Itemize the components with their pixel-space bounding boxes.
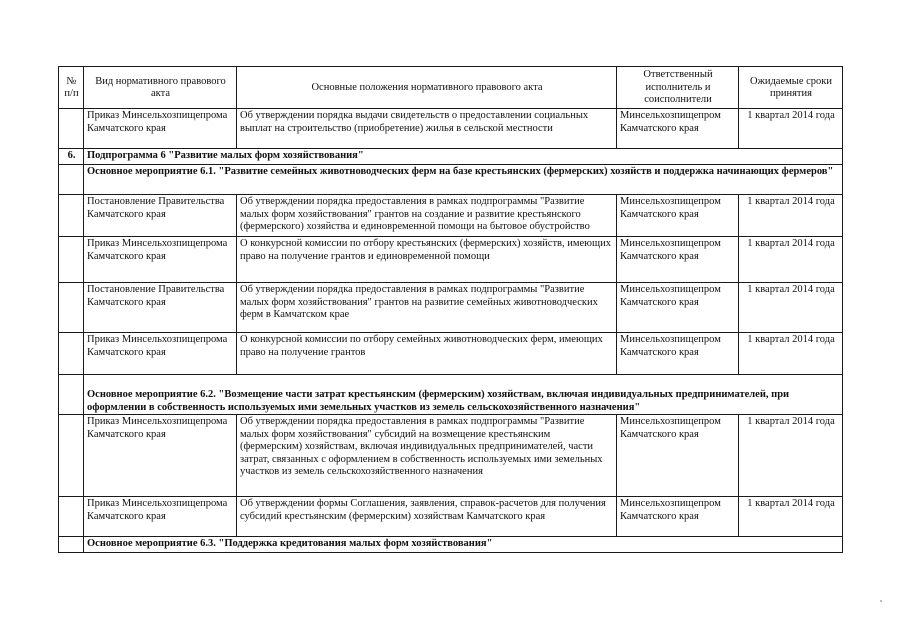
measure-row	[59, 375, 843, 415]
normative-acts-table	[58, 66, 843, 553]
row-deadline: 1 квартал 2014 года	[739, 195, 843, 237]
row-deadline: 1 квартал 2014 года	[739, 283, 843, 333]
row-deadline: 1 квартал 2014 года	[739, 415, 843, 497]
table-body	[59, 109, 843, 553]
row-responsible: Минсельхозпищепром Камчатского края	[617, 333, 739, 375]
row-act-type: Постановление Правительства Камчатского края	[84, 283, 237, 333]
document-table-wrapper	[58, 66, 842, 553]
row-num	[59, 333, 84, 375]
row-responsible: Минсельхозпищепром Камчатского края	[617, 415, 739, 497]
row-deadline: 1 квартал 2014 года	[739, 109, 843, 149]
table-row	[59, 497, 843, 537]
row-act-type: Постановление Правительства Камчатского края	[84, 195, 237, 237]
row-responsible: Минсельхозпищепром Камчатского края	[617, 237, 739, 283]
row-provisions: Об утверждении порядка предоставления в рамках подпрограммы "Развитие малых форм хозяйствования" грантов на развитие семейных животноводческих ферм в Камчатском крае	[237, 283, 617, 333]
row-responsible: Минсельхозпищепром Камчатского края	[617, 283, 739, 333]
row-act-type: Приказ Минсельхозпищепрома Камчатского края	[84, 109, 237, 149]
row-num	[59, 283, 84, 333]
measure-title: Основное мероприятие 6.3. "Поддержка кредитования малых форм хозяйствования"	[84, 537, 843, 553]
row-num: 6.	[59, 149, 84, 165]
row-deadline: 1 квартал 2014 года	[739, 333, 843, 375]
header-responsible: Ответственный исполнитель и соисполнители	[617, 67, 739, 109]
row-provisions: Об утверждении порядка предоставления в рамках подпрограммы "Развитие малых форм хозяйствования" субсидий на возмещение крестьянским (фермерским) хозяйствам, включая индивидуальных предпринимателей, части затрат, связанных с оформлением в собственность используемых ими земельных участков из земель сельскохозяйственного назначения	[237, 415, 617, 497]
measure-title: Основное мероприятие 6.2. "Возмещение части затрат крестьянским (фермерским) хозяйствам, включая индивидуальных предпринимателей, при оформлении в собственность используемых ими земельных участков из земель сельскохозяйственного назначения"	[84, 375, 843, 415]
row-num	[59, 375, 84, 415]
header-num: № п/п	[59, 67, 84, 109]
row-act-type: Приказ Минсельхозпищепрома Камчатского края	[84, 333, 237, 375]
row-deadline: 1 квартал 2014 года	[739, 497, 843, 537]
table-row	[59, 195, 843, 237]
row-responsible: Минсельхозпищепром Камчатского края	[617, 497, 739, 537]
table-header-row	[59, 67, 843, 109]
scan-speck	[880, 600, 882, 602]
row-deadline: 1 квартал 2014 года	[739, 237, 843, 283]
header-provisions: Основные положения нормативного правового акта	[237, 67, 617, 109]
row-provisions: Об утверждении порядка предоставления в рамках подпрограммы "Развитие малых форм хозяйствования" грантов на создание и развитие крестьянского (фермерского) хозяйства и единовременной помощи на бытовое обустройство	[237, 195, 617, 237]
row-num	[59, 537, 84, 553]
row-num	[59, 497, 84, 537]
row-act-type: Приказ Минсельхозпищепрома Камчатского края	[84, 237, 237, 283]
row-num	[59, 195, 84, 237]
table-row	[59, 415, 843, 497]
row-act-type: Приказ Минсельхозпищепрома Камчатского края	[84, 497, 237, 537]
row-num	[59, 237, 84, 283]
row-provisions: Об утверждении порядка выдачи свидетельств о предоставлении социальных выплат на строительство (приобретение) жилья в сельской местности	[237, 109, 617, 149]
row-provisions: О конкурсной комиссии по отбору семейных животноводческих ферм, имеющих право на получение грантов	[237, 333, 617, 375]
table-row	[59, 237, 843, 283]
subprogram-row	[59, 149, 843, 165]
row-act-type: Приказ Минсельхозпищепрома Камчатского края	[84, 415, 237, 497]
row-responsible: Минсельхозпищепром Камчатского края	[617, 195, 739, 237]
measure-title: Основное мероприятие 6.1. "Развитие семейных животноводческих ферм на базе крестьянских (фермерских) хозяйств и поддержка начинающих фермеров"	[84, 165, 843, 195]
row-num	[59, 415, 84, 497]
subprogram-title: Подпрограмма 6 "Развитие малых форм хозяйствования"	[84, 149, 843, 165]
table-row	[59, 333, 843, 375]
row-num	[59, 165, 84, 195]
row-provisions: Об утверждении формы Соглашения, заявления, справок-расчетов для получения субсидий крестьянским (фермерским) хозяйствам Камчатского края	[237, 497, 617, 537]
measure-row	[59, 165, 843, 195]
row-num	[59, 109, 84, 149]
header-act-type: Вид нормативного правового акта	[84, 67, 237, 109]
table-row	[59, 109, 843, 149]
measure-row	[59, 537, 843, 553]
table-row	[59, 283, 843, 333]
row-responsible: Минсельхозпищепром Камчатского края	[617, 109, 739, 149]
header-deadline: Ожидаемые сроки принятия	[739, 67, 843, 109]
row-provisions: О конкурсной комиссии по отбору крестьянских (фермерских) хозяйств, имеющих право на получение грантов и единовременной помощи	[237, 237, 617, 283]
